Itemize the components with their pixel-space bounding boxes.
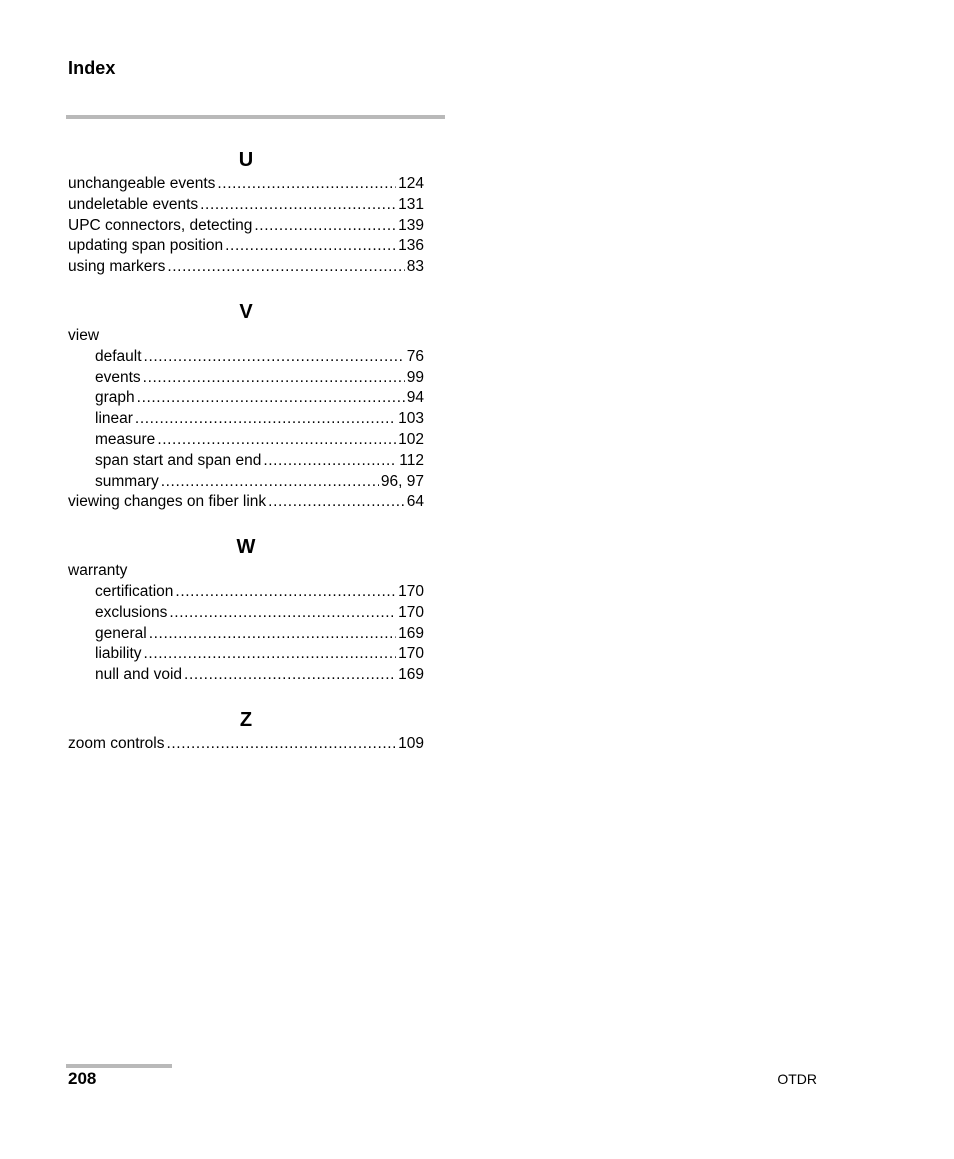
entry-page: 131 xyxy=(398,195,424,213)
entry-page: 99 xyxy=(406,368,424,386)
dot-leader xyxy=(217,174,396,195)
index-subentry xyxy=(68,409,424,430)
index-subentry xyxy=(68,472,424,493)
dot-leader xyxy=(200,195,396,216)
dot-leader xyxy=(157,430,396,451)
dot-leader xyxy=(161,472,379,493)
entry-page: 76 xyxy=(406,347,424,365)
index-column xyxy=(68,147,424,776)
section-letter: U xyxy=(238,149,254,171)
index-subentry xyxy=(68,624,424,645)
dot-leader xyxy=(263,451,397,472)
index-entry xyxy=(68,257,424,278)
entry-page: 112 xyxy=(399,451,424,469)
section-letter: V xyxy=(239,300,253,323)
index-entry xyxy=(68,195,424,216)
entry-term: view xyxy=(68,326,100,344)
footer-rule xyxy=(66,1064,172,1068)
index-entry-parent xyxy=(68,326,424,347)
page-number: 208 xyxy=(68,1069,97,1088)
entry-term: viewing changes on fiber link xyxy=(68,493,267,511)
index-subentry xyxy=(68,644,424,665)
entry-term: UPC connectors, detecting xyxy=(68,216,253,234)
entry-page: 103 xyxy=(398,410,424,428)
index-section-z xyxy=(68,707,424,755)
entry-term: graph xyxy=(95,389,135,407)
entry-term: summary xyxy=(95,472,159,490)
entry-term: default xyxy=(95,347,142,365)
entry-page: 169 xyxy=(398,666,424,684)
index-entry xyxy=(68,492,424,513)
index-entry xyxy=(68,174,424,195)
section-letter: W xyxy=(236,536,256,559)
dot-leader xyxy=(169,603,396,624)
index-subentry xyxy=(68,388,424,409)
entry-term: liability xyxy=(95,645,142,663)
entry-term: warranty xyxy=(68,562,128,580)
index-entry xyxy=(68,216,424,237)
index-subentry xyxy=(68,603,424,624)
entry-page: 169 xyxy=(398,624,424,642)
entry-term: span start and span end xyxy=(95,451,262,469)
index-subentry xyxy=(68,430,424,451)
entry-term: exclusions xyxy=(95,603,168,621)
entry-term: zoom controls xyxy=(68,734,165,752)
entry-page: 170 xyxy=(398,645,424,663)
index-subentry xyxy=(68,368,424,389)
dot-leader xyxy=(137,388,405,409)
entry-page: 109 xyxy=(398,734,424,752)
entry-page: 64 xyxy=(406,493,424,511)
dot-leader xyxy=(184,665,396,686)
index-section-w xyxy=(68,534,424,686)
dot-leader xyxy=(149,624,396,645)
dot-leader xyxy=(144,644,397,665)
index-subentry xyxy=(68,451,424,472)
entry-term: measure xyxy=(95,430,156,448)
entry-page: 170 xyxy=(398,582,424,600)
dot-leader xyxy=(166,734,396,755)
index-section-v xyxy=(68,299,424,513)
running-head: Index xyxy=(68,58,116,78)
entry-term: general xyxy=(95,624,147,642)
entry-term: unchangeable events xyxy=(68,175,216,192)
entry-term: using markers xyxy=(68,258,166,276)
entry-page: 94 xyxy=(406,389,424,407)
entry-page: 102 xyxy=(398,430,424,448)
entry-page: 124 xyxy=(398,175,424,192)
entry-page: 136 xyxy=(398,237,424,255)
entry-page: 83 xyxy=(406,258,424,276)
document-name: OTDR xyxy=(777,1071,817,1087)
dot-leader xyxy=(144,347,405,368)
entry-page: 96, 97 xyxy=(380,472,424,490)
dot-leader xyxy=(143,368,405,389)
index-subentry xyxy=(68,665,424,686)
section-letter: Z xyxy=(239,708,253,731)
entry-term: updating span position xyxy=(68,237,224,255)
index-entry xyxy=(68,734,424,755)
dot-leader xyxy=(175,582,396,603)
entry-page: 170 xyxy=(398,603,424,621)
entry-term: events xyxy=(95,368,141,386)
entry-term: certification xyxy=(95,582,174,600)
header-rule xyxy=(66,115,445,119)
dot-leader xyxy=(254,216,396,237)
entry-term: undeletable events xyxy=(68,195,199,213)
dot-leader xyxy=(135,409,396,430)
entry-term: null and void xyxy=(95,666,183,684)
index-entry xyxy=(68,236,424,257)
dot-leader xyxy=(268,492,405,513)
index-subentry xyxy=(68,347,424,368)
dot-leader xyxy=(167,257,404,278)
dot-leader xyxy=(225,236,396,257)
index-subentry xyxy=(68,582,424,603)
entry-term: linear xyxy=(95,410,133,428)
index-section-u xyxy=(68,147,424,278)
entry-page: 139 xyxy=(398,216,424,234)
index-entry-parent xyxy=(68,561,424,582)
